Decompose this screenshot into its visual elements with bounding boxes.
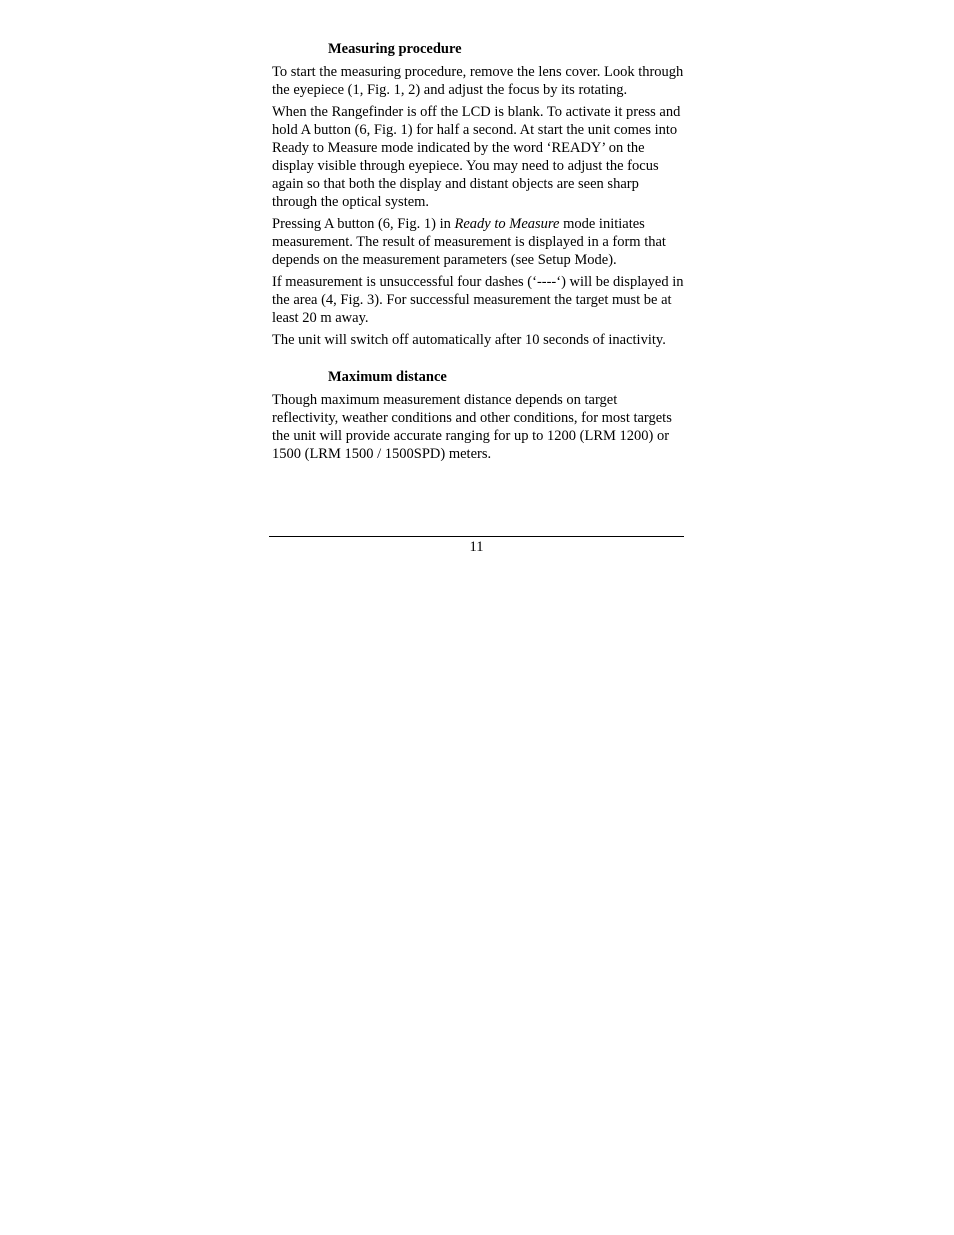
section-heading-maximum-distance: Maximum distance xyxy=(328,369,447,385)
paragraph-pressing-button-start: Pressing A button (6, Fig. 1) in xyxy=(272,216,455,232)
footer-rule xyxy=(269,536,684,537)
ready-to-measure-emphasis: Ready to Measure xyxy=(454,216,560,232)
page-number: 11 xyxy=(469,539,484,555)
section-spacer xyxy=(272,353,684,368)
paragraph-lens-cover: To start the measuring procedure, remove the lens cover. Look through the eyepiece (1, Fig. 1, 2) and adjust the focus by its rotating. xyxy=(272,64,684,98)
paragraph-unsuccessful: If measurement is unsuccessful four dashes (‘----‘) will be displayed in the area (4, Fig. 3). For successful measurement the target must be at least 20 m away. xyxy=(272,274,684,326)
paragraph-pressing-button-end: mode initiates measurement. The result of measurement is displayed in a form that depends on the measurement parameters (see Setup Mode). xyxy=(272,216,666,268)
paragraph-pressing-button xyxy=(272,215,684,269)
paragraph-max-distance: Though maximum measurement distance depends on target reflectivity, weather conditions and other conditions, for most targets the unit will provide accurate ranging for up to 1200 (LRM 1200) or 1500 (LRM 1500 / 1500SPD) meters. xyxy=(272,392,672,462)
paragraph-auto-off: The unit will switch off automatically after 10 seconds of inactivity. xyxy=(272,332,666,348)
page-content xyxy=(272,40,684,467)
paragraph-activate: When the Rangefinder is off the LCD is blank. To activate it press and hold A button (6, Fig. 1) for half a second. At start the unit comes into Ready to Measure mode indicated by the word ‘READY’ on the display visible through eyepiece. You may need to adjust the focus again so that both the display and distant objects are seen sharp through the optical system. xyxy=(272,104,681,210)
section-heading-measuring-procedure: Measuring procedure xyxy=(328,41,462,57)
